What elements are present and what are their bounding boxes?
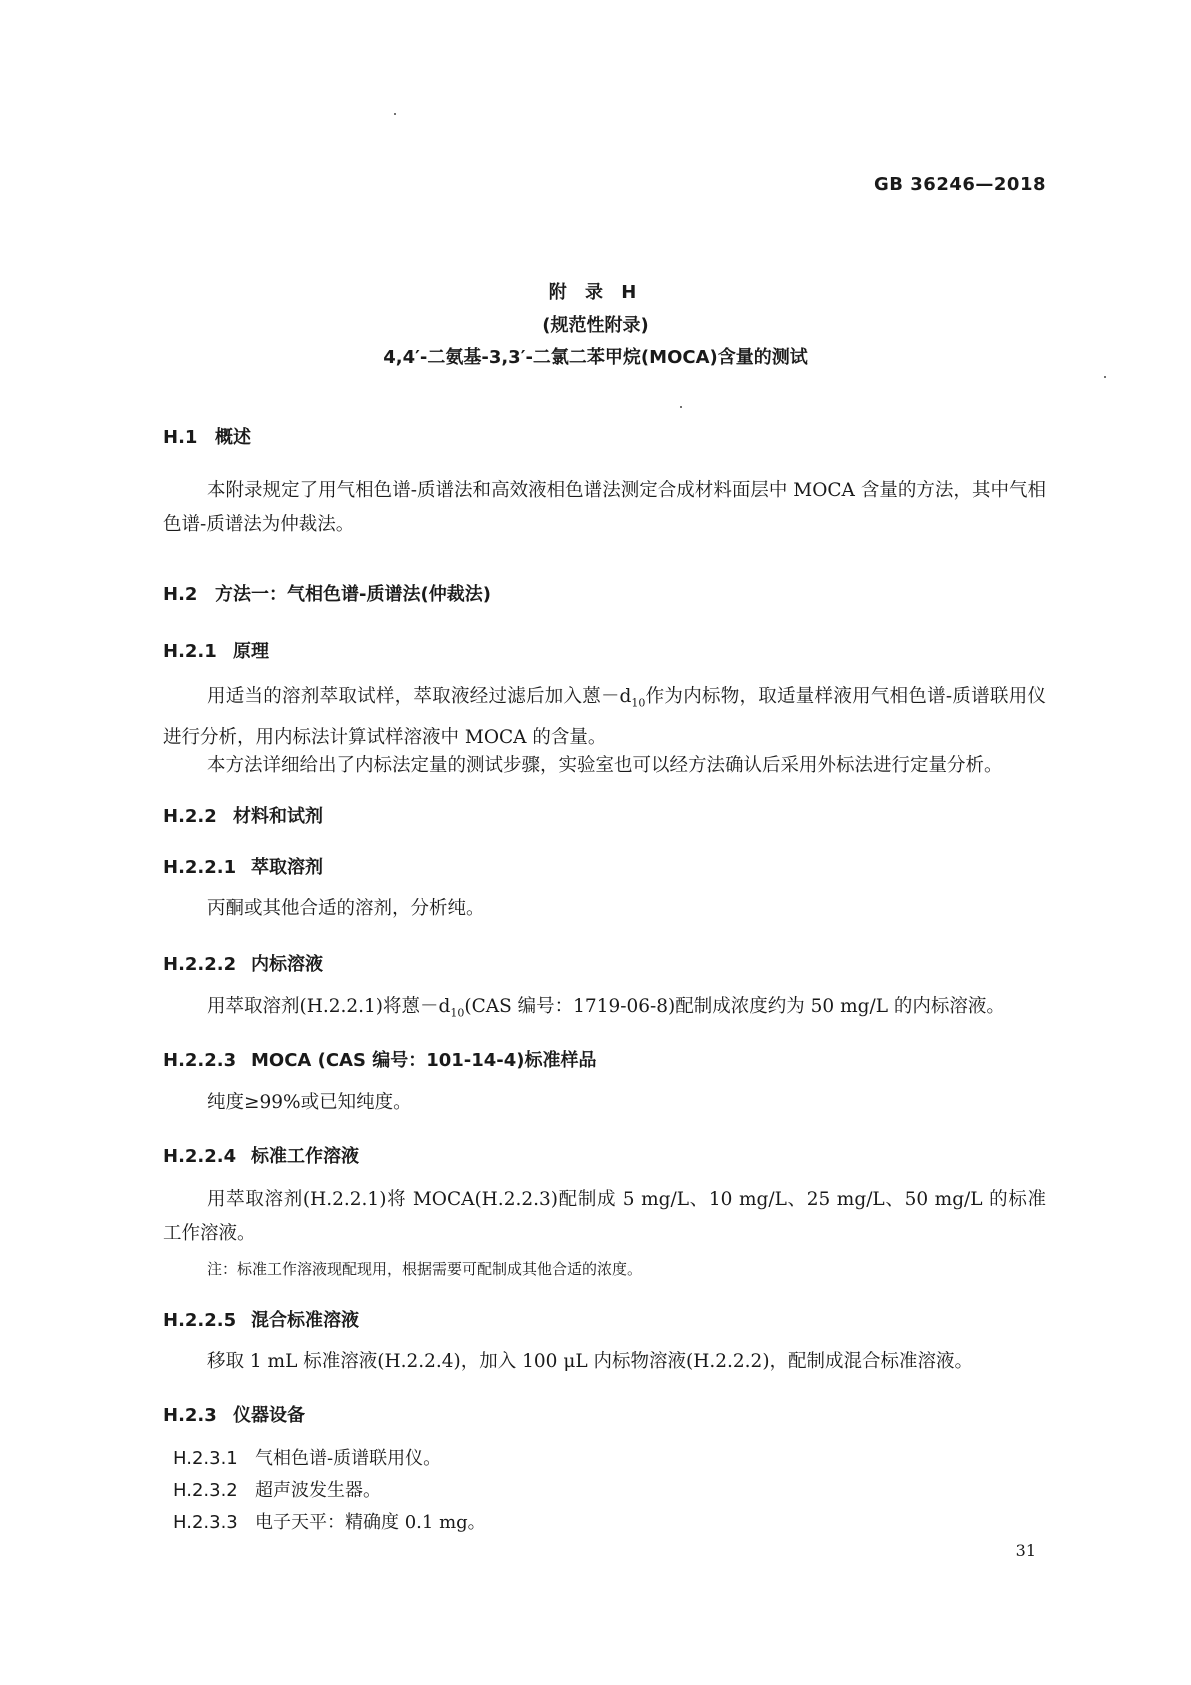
- paragraph: 本方法详细给出了内标法定量的测试步骤，实验室也可以经方法确认后采用外标法进行定量分析。: [207, 755, 1003, 776]
- paragraph: [163, 680, 1046, 755]
- paragraph: 纯度≥99%或已知纯度。: [207, 1092, 412, 1113]
- section-number: H.2.2.3: [163, 1050, 237, 1071]
- section-heading-h225: [163, 1306, 359, 1332]
- appendix-type: (规范性附录): [542, 315, 649, 336]
- list-item: [173, 1444, 441, 1470]
- section-number: H.2.2.5: [163, 1310, 237, 1331]
- list-item: [173, 1476, 381, 1502]
- section-number: H.2.2.2: [163, 954, 237, 975]
- section-title: 原理: [233, 641, 269, 662]
- section-number: H.2.2.4: [163, 1146, 237, 1167]
- section-heading-h222: [163, 950, 323, 976]
- paragraph: 丙酮或其他合适的溶剂，分析纯。: [207, 898, 485, 919]
- paragraph: 移取 1 mL 标准溶液(H.2.2.4)，加入 100 μL 内标物溶液(H.2.2.2)，配制成混合标准溶液。: [207, 1351, 974, 1372]
- section-number: H.2.2.1: [163, 857, 237, 878]
- section-heading-h223: [163, 1046, 597, 1072]
- section-title: 概述: [215, 427, 251, 448]
- section-title: 混合标准溶液: [251, 1310, 359, 1331]
- subscript: 10: [450, 1006, 465, 1020]
- section-number: H.2.2: [163, 806, 217, 827]
- section-number: H.2.1: [163, 641, 217, 662]
- scan-speck: [394, 113, 396, 115]
- section-heading-h1: [163, 423, 251, 449]
- section-heading-h224: [163, 1142, 359, 1168]
- item-text: 超声波发生器。: [255, 1480, 381, 1501]
- section-title: 材料和试剂: [233, 806, 323, 827]
- item-text: 电子天平：精确度 0.1 mg。: [255, 1512, 486, 1533]
- section-number: H.2: [163, 584, 198, 605]
- paragraph: 本附录规定了用气相色谱-质谱法和高效液相色谱法测定合成材料面层中 MOCA 含量的方法，其中气相色谱-质谱法为仲裁法。: [163, 480, 1046, 535]
- section-number: H.1: [163, 427, 198, 448]
- section-heading-h2: [163, 580, 491, 606]
- text-run: (CAS 编号：1719-06-8)配制成浓度约为 50 mg/L 的内标溶液。: [464, 996, 1005, 1017]
- section-title: 内标溶液: [251, 954, 323, 975]
- item-text: 气相色谱-质谱联用仪。: [255, 1448, 442, 1469]
- page-number: 31: [1015, 1541, 1036, 1560]
- list-item: [173, 1508, 486, 1534]
- section-title: MOCA (CAS 编号：101-14-4)标准样品: [251, 1050, 597, 1071]
- note: 注：标准工作溶液现配现用，根据需要可配制成其他合适的浓度。: [207, 1260, 643, 1278]
- appendix-title: 附 录 H: [548, 282, 643, 303]
- section-title: 标准工作溶液: [251, 1146, 359, 1167]
- section-title: 萃取溶剂: [251, 857, 323, 878]
- section-number: H.2.3: [163, 1405, 217, 1426]
- standard-number: GB 36246—2018: [874, 174, 1046, 195]
- section-heading-h21: [163, 637, 269, 663]
- section-heading-h23: [163, 1401, 305, 1427]
- section-heading-h22: [163, 802, 323, 828]
- paragraph: 用萃取溶剂(H.2.2.1)将 MOCA(H.2.2.3)配制成 5 mg/L、10 mg/L、25 mg/L、50 mg/L 的标准工作溶液。: [163, 1189, 1046, 1244]
- section-title: 仪器设备: [233, 1405, 305, 1426]
- section-title: 方法一：气相色谱-质谱法(仲裁法): [215, 584, 491, 605]
- text-run: 用适当的溶剂萃取试样，萃取液经过滤后加入蒽－d: [207, 686, 632, 707]
- text-run: 作为内标物，取适量样液用气相色谱-质谱联用仪进行分析，用内标法计算试样溶液中 MOCA 的含量。: [163, 686, 1046, 748]
- item-number: H.2.3.2: [173, 1480, 238, 1501]
- section-heading-h221: [163, 853, 323, 879]
- text-run: 用萃取溶剂(H.2.2.1)将蒽－d: [207, 996, 451, 1017]
- subscript: 10: [631, 696, 646, 710]
- item-number: H.2.3.1: [173, 1448, 238, 1469]
- scan-speck: [680, 406, 682, 408]
- item-number: H.2.3.3: [173, 1512, 238, 1533]
- appendix-subject: 4,4′-二氨基-3,3′-二氯二苯甲烷(MOCA)含量的测试: [383, 347, 808, 368]
- paragraph: [163, 990, 1046, 1031]
- scan-speck: [1104, 376, 1106, 378]
